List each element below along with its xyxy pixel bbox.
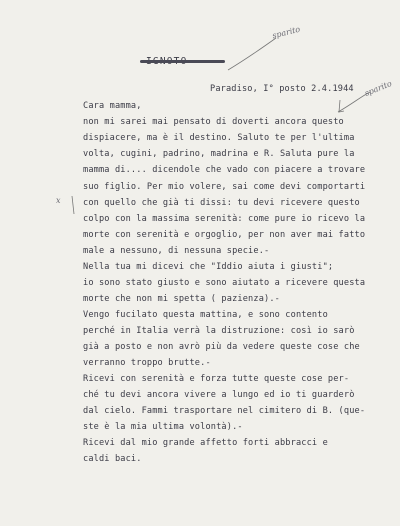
closing-line: caldi baci. xyxy=(83,454,142,464)
letter-line: dispiacere, ma è il destino. Saluto te per l'ultima xyxy=(83,133,355,143)
letter-line: io sono stato giusto e sono aiutato a ricevere questa xyxy=(83,278,366,288)
letter-line: con quello che già ti dissi: tu devi ricevere questo xyxy=(83,198,360,208)
letter-line: ché tu devi ancora vivere a lungo ed io ti guarderò xyxy=(83,390,355,400)
letter-line: volta, cugini, padrino, madrina e R. Saluta pure la xyxy=(83,149,355,159)
letter-line: male a nessuno, di nessuna specie.- xyxy=(83,246,270,256)
letter-line: morte che non mi spetta ( pazienza).- xyxy=(83,294,280,304)
pencil-note-right: sparito xyxy=(363,79,394,98)
letter-line: Vengo fucilato questa mattina, e sono contento xyxy=(83,310,328,320)
salutation: Cara mamma, xyxy=(83,101,142,111)
pencil-margin-bracket xyxy=(72,196,74,214)
place-date: Paradiso, I° posto 2.4.1944 xyxy=(210,84,354,94)
letter-line: Nella tua mi dicevi che "Iddio aiuta i giusti"; xyxy=(83,262,334,272)
pencil-note-top: sparito xyxy=(271,24,302,41)
letter-line: dal cielo. Fammi trasportare nel cimitero di B. (que- xyxy=(83,406,366,416)
pencil-line-top xyxy=(228,38,276,70)
letter-line: mamma di.... dicendole che vado con piacere a trovare xyxy=(83,165,366,175)
letter-line: già a posto e non avrò più da vedere queste cose che xyxy=(83,342,360,352)
letter-line: colpo con la massima serenità: come pure io ricevo la xyxy=(83,214,366,224)
letter-line: ste è la mia ultima volontà).- xyxy=(83,422,243,432)
margin-mark: x xyxy=(56,196,61,205)
letter-line: non mi sarei mai pensato di doverti ancora questo xyxy=(83,117,344,127)
title-strikethrough xyxy=(140,60,225,63)
letter-line: morte con serenità e orgoglio, per non aver mai fatto xyxy=(83,230,366,240)
letter-line: Ricevi con serenità e forza tutte queste cose per- xyxy=(83,374,350,384)
letter-line: Ricevi dal mio grande affetto forti abbracci e xyxy=(83,438,328,448)
letter-line: perché in Italia verrà la distruzione: così io sarò xyxy=(83,326,355,336)
letter-line: suo figlio. Per mio volere, sai come devi comportarti xyxy=(83,182,366,192)
letter-line: verranno troppo brutte.- xyxy=(83,358,211,368)
